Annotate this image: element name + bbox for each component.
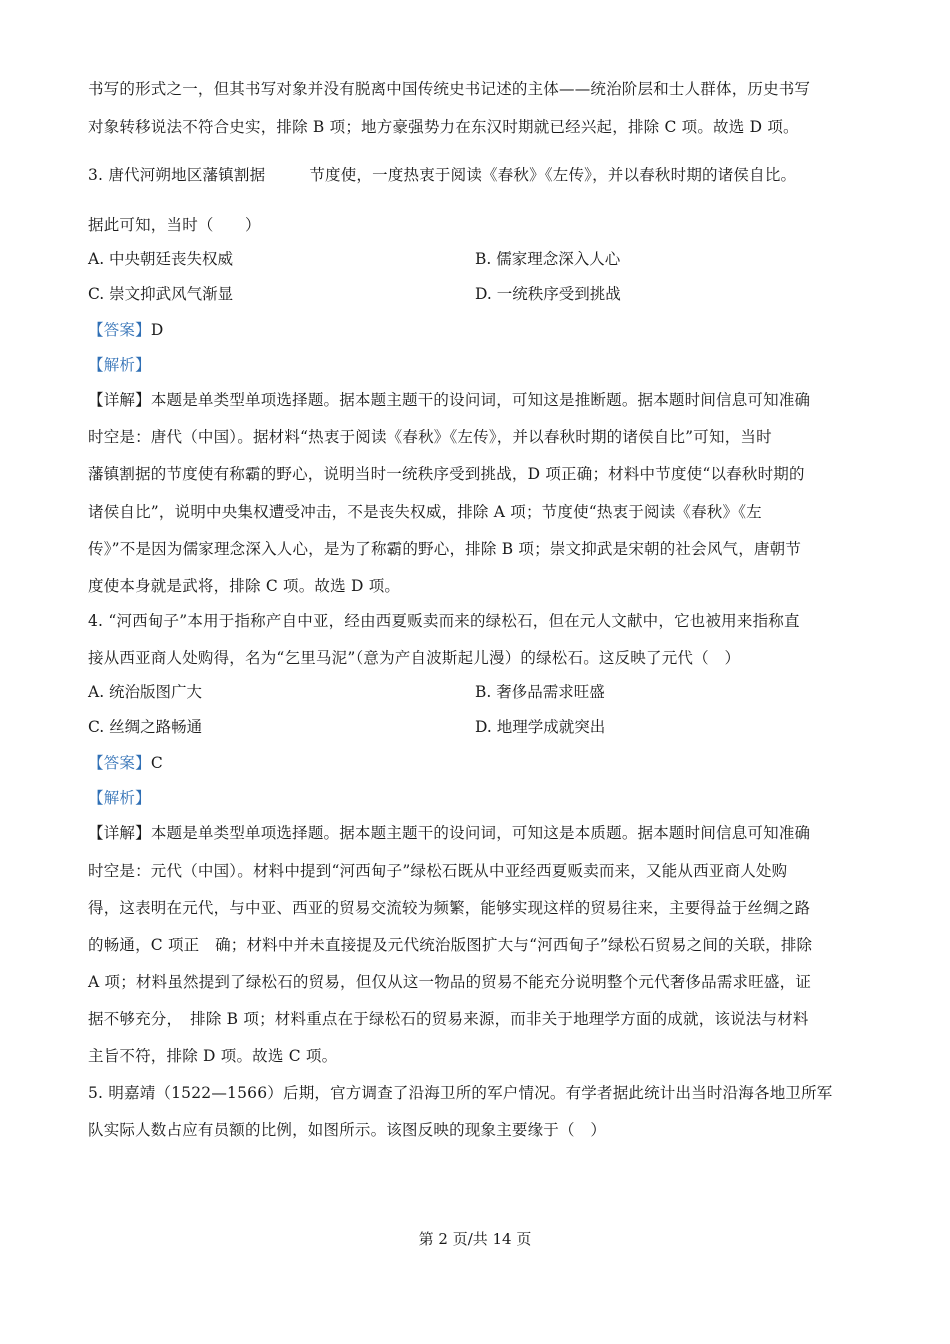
q4-option-d: D. 地理学成就突出 [475,718,606,736]
q3-stem-part-a: 3. 唐代河朔地区藩镇割据 [88,166,266,184]
q3-detail-line: 诸侯自比”，说明中央集权遭受冲击，不是丧失权威，排除 A 项；节度使“热衷于阅读《春秋》《左 [88,503,762,521]
q3-answer [88,320,868,340]
text-line: 对象转移说法不符合史实，排除 B 项；地方豪强势力在东汉时期就已经兴起，排除 C 项。故选 D 项。 [88,118,799,136]
q4-option-a: A. 统治版图广大 [88,683,203,701]
q3-detail-line: 时空是：唐代（中国）。据材料“热衷于阅读《春秋》《左传》，并以春秋时期的诸侯自比”可知，当时 [88,428,772,446]
q4-detail-line: A 项；材料虽然提到了绿松石的贸易，但仅从这一物品的贸易不能充分说明整个元代奢侈品需求旺盛，证 [88,973,812,991]
answer-tag: 【答案】 [88,321,151,339]
q4-detail-line: 主旨不符，排除 D 项。故选 C 项。 [88,1047,338,1065]
question-3-stem [88,165,868,185]
q3-option-b: B. 儒家理念深入人心 [475,250,621,268]
q3-detail-line: 藩镇割据的节度使有称霸的野心，说明当时一统秩序受到挑战，D 项正确；材料中节度使“以春秋时期的 [88,465,805,483]
detail-text: 本题是单类型单项选择题。据本题主题干的设问词，可知这是推断题。据本题时间信息可知准确 [150,391,811,409]
q4-option-c: C. 丝绸之路畅通 [88,718,203,736]
q4-detail-line: 的畅通，C 项正 确；材料中并未直接提及元代统治版图扩大与“河西甸子”绿松石贸易之间的关联，排除 [88,936,813,954]
detail-tag: 【详解】 [88,391,151,409]
q4-detail-line: 得，这表明在元代，与中亚、西亚的贸易交流较为频繁，能够实现这样的贸易往来，主要得益于丝绸之路 [88,899,811,917]
q4-detail-line: 据不够充分， 排除 B 项；材料重点在于绿松石的贸易来源，而非关于地理学方面的成就，该说法与材料 [88,1010,809,1028]
q3-detail-line: 度使本身就是武将，排除 C 项。故选 D 项。 [88,577,401,595]
q3-detail-line [88,390,868,410]
q3-analysis-tag: 【解析】 [88,356,151,374]
q3-detail-line: 传》”不是因为儒家理念深入人心，是为了称霸的野心，排除 B 项；崇文抑武是宋朝的社会风气，唐朝节 [88,540,802,558]
q4-analysis-tag: 【解析】 [88,789,151,807]
question-3-stem-2: 据此可知，当时（ ） [88,216,261,234]
detail-text: 本题是单类型单项选择题。据本题主题干的设问词，可知这是本质题。据本题时间信息可知准确 [150,824,811,842]
question-4-stem: 4. “河西甸子”本用于指称产自中亚，经由西夏贩卖而来的绿松石，但在元人文献中，它也被用来指称直 [88,612,800,630]
answer-value: D [150,321,164,339]
detail-tag: 【详解】 [88,824,151,842]
question-5-stem: 5. 明嘉靖（1522—1566）后期，官方调查了沿海卫所的军户情况。有学者据此统计出当时沿海各地卫所军 [88,1084,833,1102]
q4-option-b: B. 奢侈品需求旺盛 [475,683,605,701]
answer-tag: 【答案】 [88,754,151,772]
q4-answer [88,753,868,773]
text-line: 书写的形式之一，但其书写对象并没有脱离中国传统史书记述的主体——统治阶层和士人群体，历史书写 [88,80,811,98]
answer-value: C [150,754,163,772]
q4-detail-line [88,823,868,843]
q4-detail-line: 时空是：元代（中国）。材料中提到“河西甸子”绿松石既从中亚经西夏贩卖而来，又能从西亚商人处购 [88,862,788,880]
page-footer: 第 2 页/共 14 页 [418,1230,532,1248]
q3-option-a: A. 中央朝廷丧失权威 [88,250,234,268]
q3-stem-part-b: 节度使，一度热衷于阅读《春秋》《左传》，并以春秋时期的诸侯自比。 [309,166,797,184]
question-4-stem: 接从西亚商人处购得，名为“乞里马泥”（意为产自波斯起儿漫）的绿松石。这反映了元代（ ） [88,649,741,667]
question-5-stem: 队实际人数占应有员额的比例，如图所示。该图反映的现象主要缘于（ ） [88,1121,607,1139]
q3-option-d: D. 一统秩序受到挑战 [475,285,621,303]
q3-option-c: C. 崇文抑武风气渐显 [88,285,234,303]
